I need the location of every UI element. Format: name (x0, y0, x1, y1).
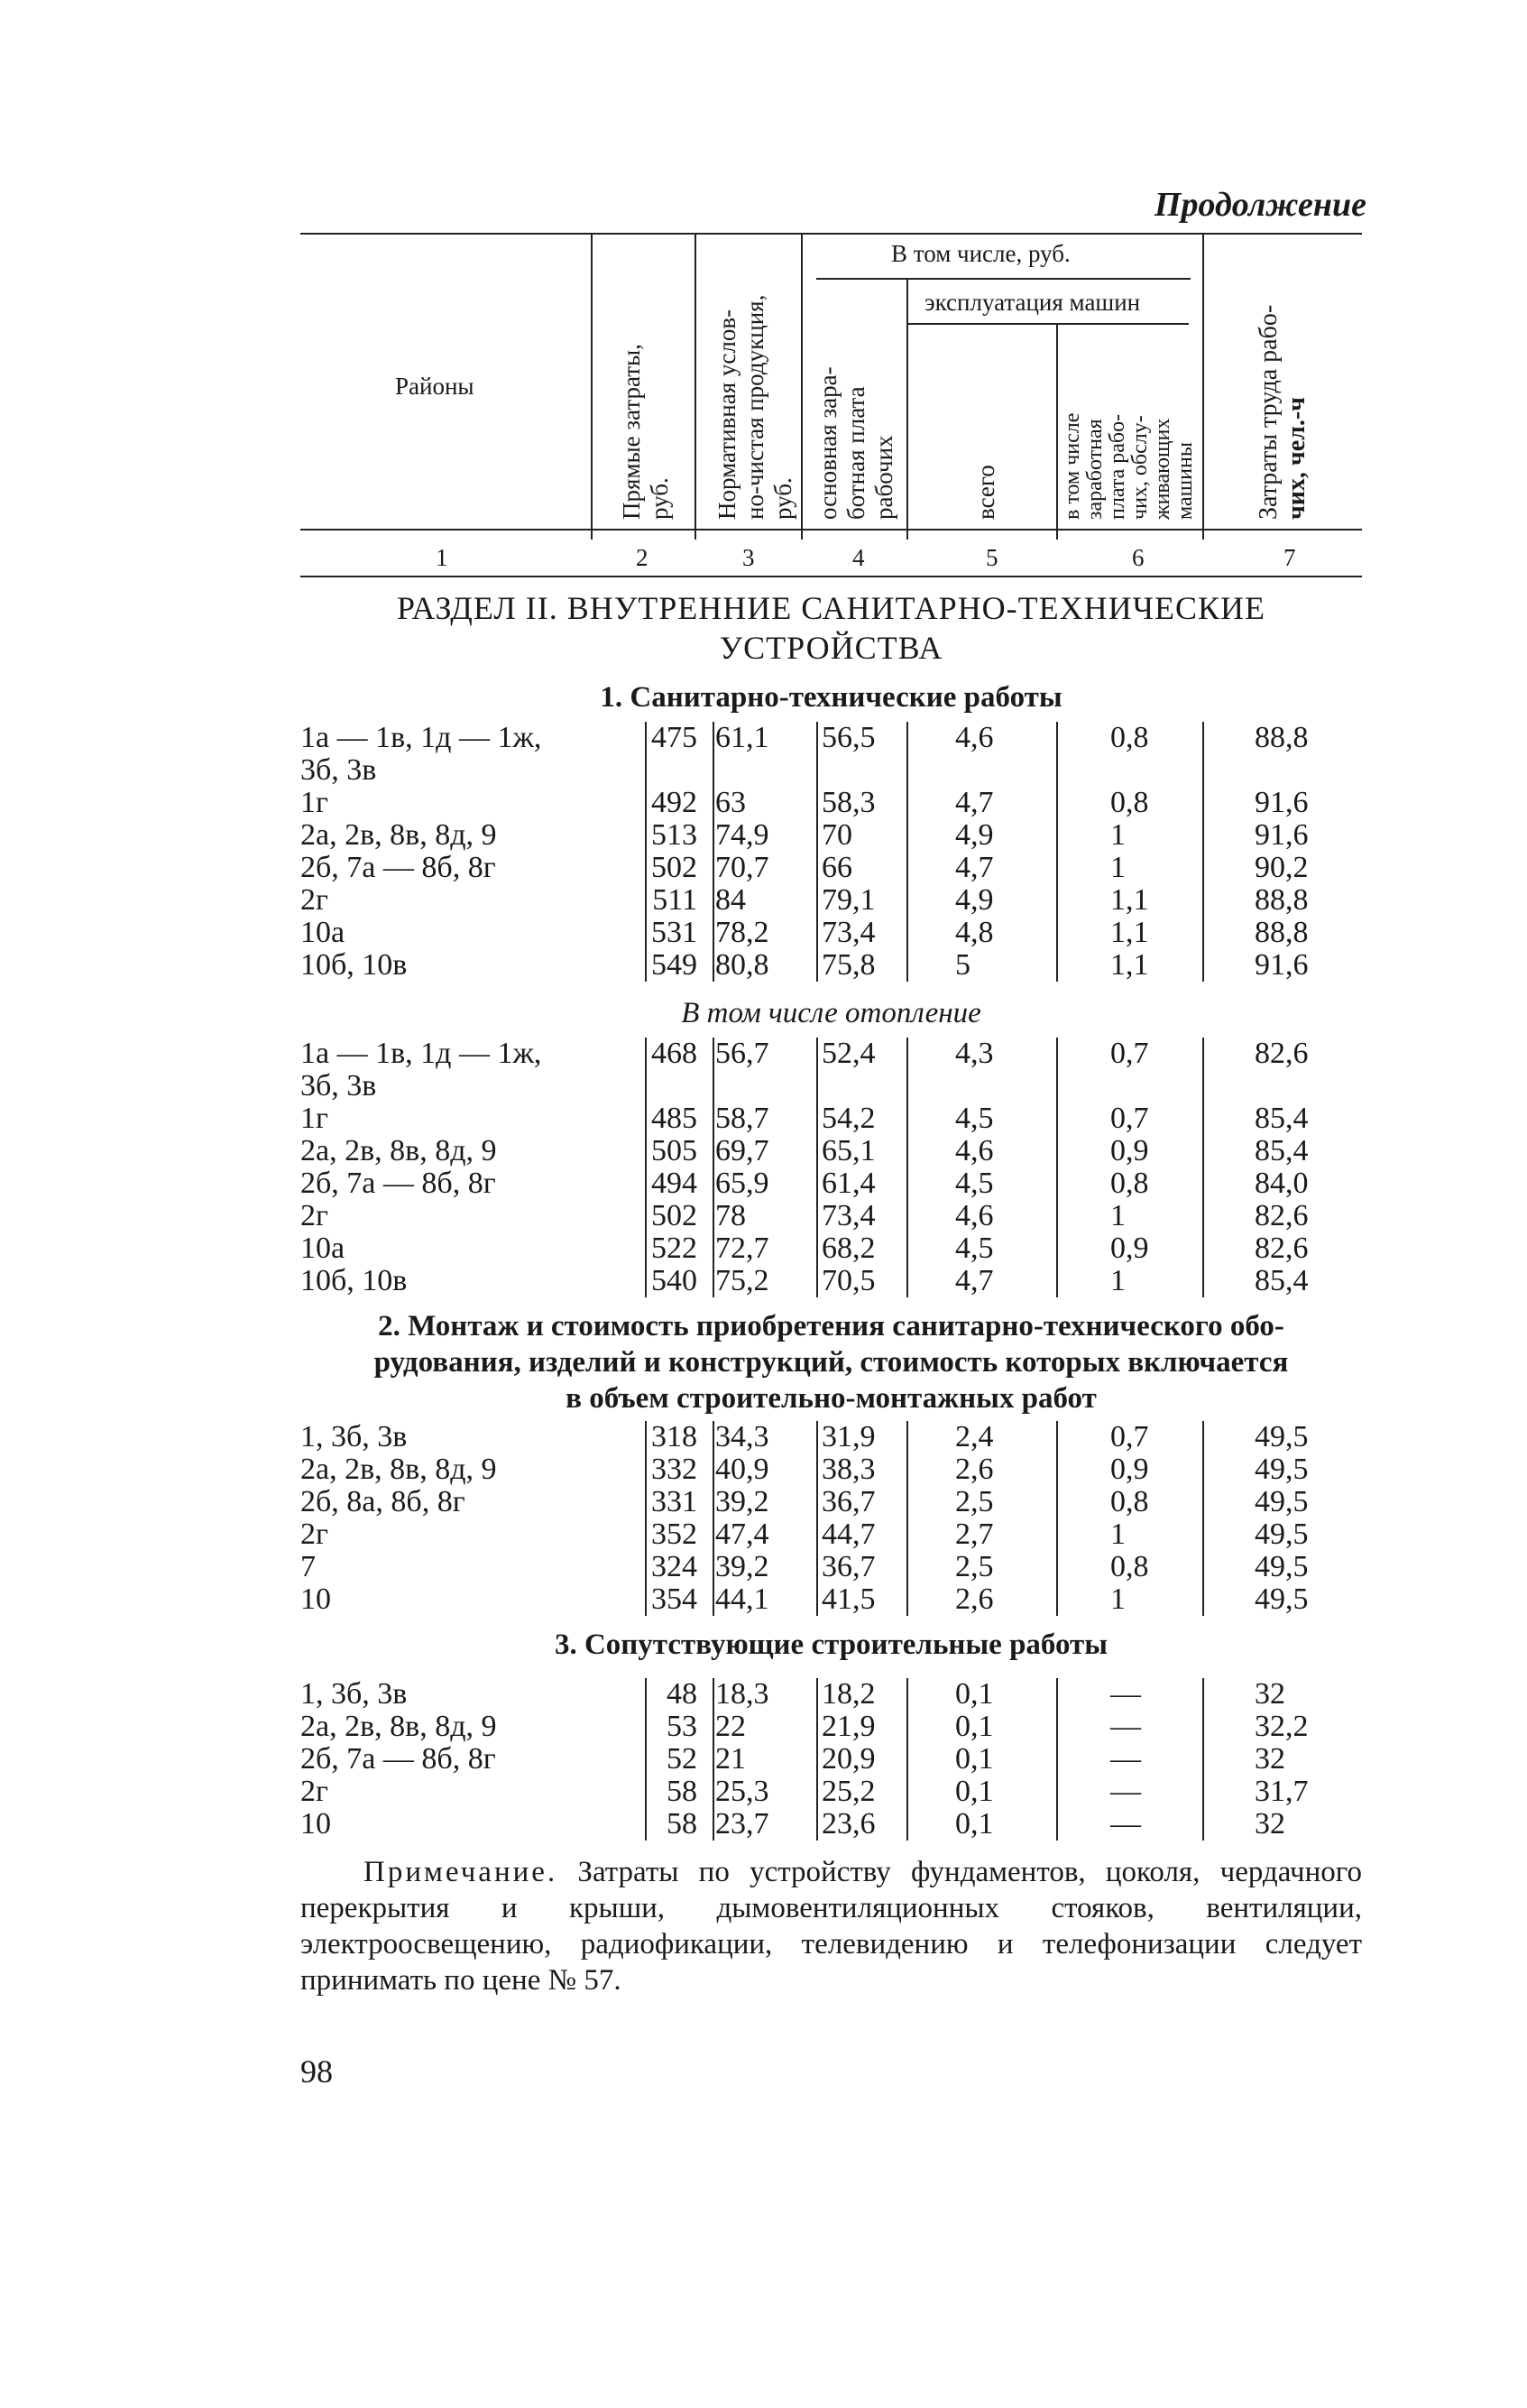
machine-wages-cell: — (1110, 1710, 1141, 1743)
page-number: 98 (300, 2053, 333, 2090)
wages-cell: 79,1 (822, 883, 876, 917)
wages-cell: 31,9 (822, 1420, 876, 1453)
labor-cell: 88,8 (1255, 721, 1309, 754)
wages-cell: 58,3 (822, 786, 876, 819)
machines-total-cell: 0,1 (955, 1742, 994, 1776)
header-expl: эксплуатация машин (924, 289, 1141, 316)
machines-total-cell: 4,8 (955, 916, 994, 949)
table-row (300, 787, 1362, 819)
machines-total-cell: 0,1 (955, 1775, 994, 1808)
direct-cost-cell: 505 (651, 1134, 697, 1167)
machines-total-cell: 2,6 (955, 1453, 994, 1486)
net-product-cell: 65,9 (715, 1167, 769, 1200)
region-cell: 1г (300, 786, 328, 819)
direct-cost-cell: 502 (651, 1199, 697, 1232)
labor-cell: 85,4 (1255, 1102, 1309, 1135)
region-cell: 2а, 2в, 8в, 8д, 9 (300, 818, 497, 852)
machines-total-cell: 4,5 (955, 1102, 994, 1135)
table-row (300, 1453, 1362, 1486)
direct-cost-cell: 354 (651, 1582, 697, 1616)
net-product-cell: 78 (715, 1199, 746, 1232)
region-cell: 2б, 7а — 8б, 8г (300, 1167, 496, 1200)
labor-cell: 49,5 (1255, 1582, 1309, 1616)
labor-cell: 49,5 (1255, 1453, 1309, 1486)
net-product-cell: 72,7 (715, 1232, 769, 1265)
colnum-5: 5 (986, 544, 998, 571)
region-cell: 7 (300, 1550, 316, 1583)
machine-wages-cell: 0,9 (1110, 1453, 1149, 1486)
colnum-1: 1 (436, 544, 448, 571)
machine-wages-cell: 0,9 (1110, 1134, 1149, 1167)
table-row (300, 1167, 1362, 1200)
machines-total-cell: 0,1 (955, 1807, 994, 1841)
wages-cell: 52,4 (822, 1037, 876, 1070)
table-row (300, 949, 1362, 982)
region-cell: 1а — 1в, 1д — 1ж, 3б, 3в (300, 1037, 542, 1103)
machines-total-cell: 4,9 (955, 883, 994, 917)
labor-cell: 84,0 (1255, 1167, 1309, 1200)
header-col4: основная зара- ботная плата рабочих (814, 366, 897, 520)
region-cell: 1, 3б, 3в (300, 1420, 408, 1453)
region-cell: 10 (300, 1582, 331, 1616)
region-cell: 10а (300, 916, 345, 949)
table-row (300, 917, 1362, 949)
labor-cell: 91,6 (1255, 948, 1309, 982)
machines-total-cell: 4,6 (955, 1199, 994, 1232)
labor-cell: 88,8 (1255, 883, 1309, 917)
colnum-2: 2 (636, 544, 649, 571)
machines-total-cell: 4,7 (955, 1264, 994, 1297)
colnum-6: 6 (1132, 544, 1145, 571)
table-row (300, 1135, 1362, 1167)
labor-cell: 91,6 (1255, 818, 1309, 852)
direct-cost-cell: 522 (651, 1232, 697, 1265)
labor-cell: 32,2 (1255, 1710, 1309, 1743)
machines-total-cell: 4,9 (955, 818, 994, 852)
direct-cost-cell: 494 (651, 1167, 697, 1200)
table-row (300, 1551, 1362, 1583)
direct-cost-cell: 475 (651, 721, 697, 754)
net-product-cell: 61,1 (715, 721, 769, 754)
table-row (300, 722, 1362, 787)
machine-wages-cell: 1 (1110, 1582, 1126, 1616)
table-row (300, 1743, 1362, 1776)
wages-cell: 68,2 (822, 1232, 876, 1265)
direct-cost-cell: 58 (667, 1807, 697, 1841)
table-row (300, 1200, 1362, 1232)
labor-cell: 32 (1255, 1807, 1285, 1841)
machine-wages-cell: 0,8 (1110, 721, 1149, 754)
table-row (300, 1038, 1362, 1103)
table-row (300, 1711, 1362, 1743)
direct-cost-cell: 511 (652, 883, 697, 917)
machines-total-cell: 4,5 (955, 1167, 994, 1200)
table-row (300, 852, 1362, 884)
machine-wages-cell: 0,8 (1110, 1167, 1149, 1200)
direct-cost-cell: 540 (651, 1264, 697, 1297)
machine-wages-cell: — (1110, 1677, 1141, 1711)
region-cell: 10б, 10в (300, 948, 408, 982)
header-rayony: Районы (395, 373, 474, 400)
net-product-cell: 70,7 (715, 851, 769, 884)
net-product-cell: 34,3 (715, 1420, 769, 1453)
region-cell: 1, 3б, 3в (300, 1677, 408, 1711)
table-row (300, 1808, 1362, 1841)
group1-table (300, 722, 1362, 982)
wages-cell: 18,2 (822, 1677, 876, 1711)
wages-cell: 36,7 (822, 1485, 876, 1518)
direct-cost-cell: 332 (651, 1453, 697, 1486)
wages-cell: 66 (822, 851, 852, 884)
colnum-3: 3 (742, 544, 755, 571)
net-product-cell: 58,7 (715, 1102, 769, 1135)
wages-cell: 36,7 (822, 1550, 876, 1583)
labor-cell: 85,4 (1255, 1134, 1309, 1167)
wages-cell: 70 (822, 818, 852, 852)
direct-cost-cell: 48 (667, 1677, 697, 1711)
direct-cost-cell: 58 (667, 1775, 697, 1808)
header-col6: в том числе заработная плата рабо- чих, обслу- живающих машины (1061, 412, 1197, 520)
machine-wages-cell: 0,7 (1110, 1037, 1149, 1070)
net-product-cell: 39,2 (715, 1550, 769, 1583)
group3-table (300, 1421, 1362, 1616)
machines-total-cell: 5 (955, 948, 970, 982)
table-row (300, 1486, 1362, 1518)
table-row (300, 884, 1362, 917)
machine-wages-cell: 1 (1110, 1199, 1126, 1232)
direct-cost-cell: 485 (651, 1102, 697, 1135)
labor-cell: 90,2 (1255, 851, 1309, 884)
machines-total-cell: 4,3 (955, 1037, 994, 1070)
net-product-cell: 44,1 (715, 1582, 769, 1616)
labor-cell: 85,4 (1255, 1264, 1309, 1297)
header-col7: Затраты труда рабо- чих, чел.-ч (1255, 304, 1311, 520)
wages-cell: 70,5 (822, 1264, 876, 1297)
net-product-cell: 25,3 (715, 1775, 769, 1808)
net-product-cell: 80,8 (715, 948, 769, 982)
wages-cell: 65,1 (822, 1134, 876, 1167)
colnum-4: 4 (852, 544, 865, 571)
direct-cost-cell: 352 (651, 1518, 697, 1551)
net-product-cell: 63 (715, 786, 746, 819)
machines-total-cell: 4,7 (955, 786, 994, 819)
note-text: Затраты по устройству фундаментов, цоколя, чердачного перекрытия и крыши, дымовентиляционных стояков, вентиляции, электроосвещению, радиофикации, телевидению и телефонизации следует принимать по цене № 57. (300, 1856, 1362, 1997)
net-product-cell: 56,7 (715, 1037, 769, 1070)
wages-cell: 75,8 (822, 948, 876, 982)
machines-total-cell: 4,5 (955, 1232, 994, 1265)
table-header (300, 233, 1362, 585)
machine-wages-cell: 1,1 (1110, 948, 1149, 982)
labor-cell: 49,5 (1255, 1518, 1309, 1551)
machines-total-cell: 0,1 (955, 1710, 994, 1743)
table-row (300, 1103, 1362, 1135)
machine-wages-cell: 0,9 (1110, 1232, 1149, 1265)
net-product-cell: 47,4 (715, 1518, 769, 1551)
group2-table (300, 1038, 1362, 1297)
labor-cell: 82,6 (1255, 1232, 1309, 1265)
table-row (300, 1583, 1362, 1616)
region-cell: 2г (300, 1518, 328, 1551)
net-product-cell: 40,9 (715, 1453, 769, 1486)
machine-wages-cell: — (1110, 1742, 1141, 1776)
direct-cost-cell: 492 (651, 786, 697, 819)
net-product-cell: 39,2 (715, 1485, 769, 1518)
region-cell: 1г (300, 1102, 328, 1135)
net-product-cell: 22 (715, 1710, 746, 1743)
machines-total-cell: 4,6 (955, 1134, 994, 1167)
group4-table (300, 1678, 1362, 1841)
labor-cell: 88,8 (1255, 916, 1309, 949)
net-product-cell: 23,7 (715, 1807, 769, 1841)
machine-wages-cell: 0,8 (1110, 1550, 1149, 1583)
direct-cost-cell: 531 (651, 916, 697, 949)
wages-cell: 54,2 (822, 1102, 876, 1135)
machines-total-cell: 2,5 (955, 1485, 994, 1518)
region-cell: 2г (300, 883, 328, 917)
direct-cost-cell: 468 (651, 1037, 697, 1070)
group4-title: 3. Сопутствующие строительные работы (554, 1628, 1108, 1661)
table-row (300, 1678, 1362, 1711)
wages-cell: 44,7 (822, 1518, 876, 1551)
machine-wages-cell: 1 (1110, 818, 1126, 852)
region-cell: 2а, 2в, 8в, 8д, 9 (300, 1453, 497, 1486)
labor-cell: 91,6 (1255, 786, 1309, 819)
header-incl: В том числе, руб. (891, 240, 1071, 267)
region-cell: 2б, 8а, 8б, 8г (300, 1485, 465, 1518)
direct-cost-cell: 513 (651, 818, 697, 852)
machine-wages-cell: 0,7 (1110, 1102, 1149, 1135)
direct-cost-cell: 318 (651, 1420, 697, 1453)
table-row (300, 1421, 1362, 1453)
machine-wages-cell: 0,7 (1110, 1420, 1149, 1453)
net-product-cell: 74,9 (715, 818, 769, 852)
region-cell: 1а — 1в, 1д — 1ж, 3б, 3в (300, 721, 542, 787)
wages-cell: 73,4 (822, 916, 876, 949)
direct-cost-cell: 53 (667, 1710, 697, 1743)
wages-cell: 23,6 (822, 1807, 876, 1841)
labor-cell: 32 (1255, 1677, 1285, 1711)
table-row (300, 1265, 1362, 1297)
region-cell: 10б, 10в (300, 1264, 408, 1297)
table-row (300, 819, 1362, 852)
machines-total-cell: 2,7 (955, 1518, 994, 1551)
machines-total-cell: 4,7 (955, 851, 994, 884)
machine-wages-cell: 1 (1110, 851, 1126, 884)
wages-cell: 61,4 (822, 1167, 876, 1200)
group1-title: 1. Санитарно-технические работы (600, 681, 1062, 714)
direct-cost-cell: 331 (651, 1485, 697, 1518)
direct-cost-cell: 549 (651, 948, 697, 982)
wages-cell: 56,5 (822, 721, 876, 754)
machine-wages-cell: 1 (1110, 1518, 1126, 1551)
wages-cell: 21,9 (822, 1710, 876, 1743)
machines-total-cell: 2,6 (955, 1582, 994, 1616)
net-product-cell: 18,3 (715, 1677, 769, 1711)
continuation-label: Продолжение (1154, 186, 1366, 224)
labor-cell: 82,6 (1255, 1037, 1309, 1070)
region-cell: 10а (300, 1232, 345, 1265)
machines-total-cell: 2,5 (955, 1550, 994, 1583)
labor-cell: 82,6 (1255, 1199, 1309, 1232)
machine-wages-cell: 0,8 (1110, 786, 1149, 819)
region-cell: 2а, 2в, 8в, 8д, 9 (300, 1710, 497, 1743)
header-col2: Прямые затраты, руб. (618, 344, 673, 520)
region-cell: 2г (300, 1199, 328, 1232)
machines-total-cell: 4,6 (955, 721, 994, 754)
labor-cell: 49,5 (1255, 1485, 1309, 1518)
machine-wages-cell: 1,1 (1110, 916, 1149, 949)
note-lead: Примечание. (363, 1856, 558, 1888)
table-row (300, 1232, 1362, 1265)
labor-cell: 49,5 (1255, 1550, 1309, 1583)
colnum-7: 7 (1283, 544, 1296, 571)
region-cell: 2б, 7а — 8б, 8г (300, 1742, 496, 1776)
group3-title: 2. Монтаж и стоимость приобретения санитарно-технического обо- рудования, изделий и конструкций, стоимость которых включается в объем строительно-монтажных работ (373, 1310, 1289, 1415)
region-cell: 2б, 7а — 8б, 8г (300, 851, 496, 884)
machine-wages-cell: — (1110, 1775, 1141, 1808)
table-row (300, 1518, 1362, 1551)
machines-total-cell: 2,4 (955, 1420, 994, 1453)
wages-cell: 20,9 (822, 1742, 876, 1776)
wages-cell: 41,5 (822, 1582, 876, 1616)
group2-title: В том числе отопление (681, 997, 981, 1029)
net-product-cell: 84 (715, 883, 746, 917)
wages-cell: 73,4 (822, 1199, 876, 1232)
header-col3: Нормативная услов- но-чистая продукция, руб. (713, 294, 796, 520)
net-product-cell: 69,7 (715, 1134, 769, 1167)
net-product-cell: 21 (715, 1742, 746, 1776)
machine-wages-cell: 0,8 (1110, 1485, 1149, 1518)
wages-cell: 25,2 (822, 1775, 876, 1808)
direct-cost-cell: 324 (651, 1550, 697, 1583)
labor-cell: 32 (1255, 1742, 1285, 1776)
machines-total-cell: 0,1 (955, 1677, 994, 1711)
labor-cell: 31,7 (1255, 1775, 1309, 1808)
table-row (300, 1776, 1362, 1808)
machine-wages-cell: 1 (1110, 1264, 1126, 1297)
net-product-cell: 78,2 (715, 916, 769, 949)
region-cell: 2г (300, 1775, 328, 1808)
wages-cell: 38,3 (822, 1453, 876, 1486)
header-col5: всего (972, 465, 999, 520)
labor-cell: 49,5 (1255, 1420, 1309, 1453)
machine-wages-cell: — (1110, 1807, 1141, 1841)
net-product-cell: 75,2 (715, 1264, 769, 1297)
machine-wages-cell: 1,1 (1110, 883, 1149, 917)
section-title: РАЗДЕЛ II. ВНУТРЕННИЕ САНИТАРНО-ТЕХНИЧЕСКИЕ УСТРОЙСТВА (396, 590, 1266, 666)
direct-cost-cell: 52 (667, 1742, 697, 1776)
region-cell: 10 (300, 1807, 331, 1841)
region-cell: 2а, 2в, 8в, 8д, 9 (300, 1134, 497, 1167)
note (300, 1854, 1362, 1998)
direct-cost-cell: 502 (651, 851, 697, 884)
